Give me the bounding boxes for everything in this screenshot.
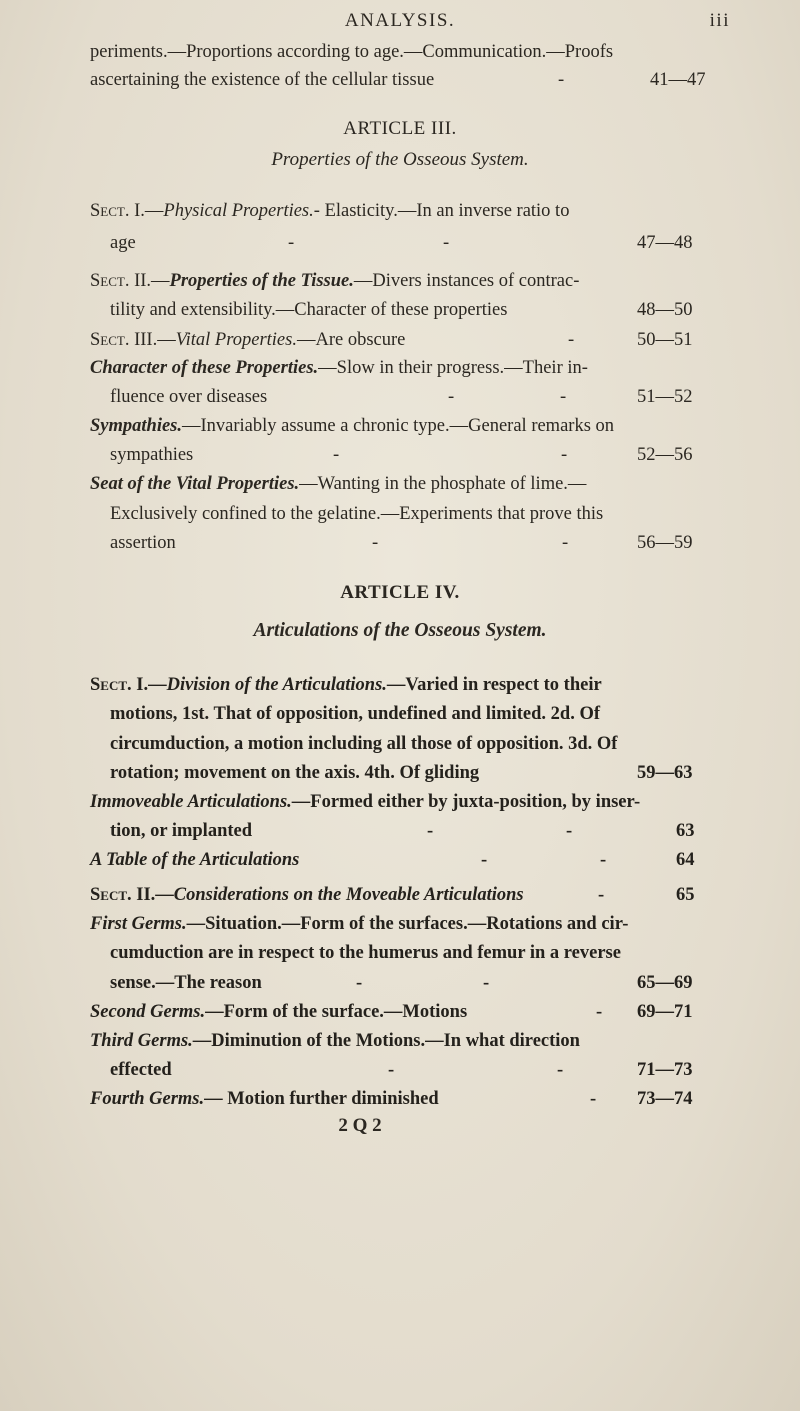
a3-seat-cont-2: assertion	[110, 533, 176, 553]
a4-first-cont-1: cumduction are in respect to the humerus and femur in a reverse	[110, 943, 621, 963]
a3-s1-pages: 47—48	[637, 233, 693, 253]
leader-dash: -	[443, 233, 450, 253]
a4-third-line: Third Germs.—Diminution of the Motions.—In what direction	[90, 1031, 580, 1051]
a4-first-line: First Germs.—Situation.—Form of the surfaces.—Rotations and cir-	[90, 914, 629, 934]
a4-table-line: A Table of the Articulations	[90, 850, 300, 870]
leader-dash: -	[288, 233, 295, 253]
a4-second-pages: 69—71	[637, 1002, 693, 1022]
intro-line-1: periments.—Proportions according to age.—Communication.—Proofs	[90, 42, 614, 62]
article-4-subheading: Articulations of the Osseous System.	[253, 620, 547, 641]
a4-immoveable-pages: 63	[676, 821, 695, 841]
a3-sympathies-pages: 52—56	[637, 445, 693, 465]
a4-s1-cont-3: rotation; movement on the axis. 4th. Of gliding	[110, 763, 480, 783]
a4-s1-cont-1: motions, 1st. That of opposition, undefined and limited. 2d. Of	[110, 704, 601, 724]
a3-character-cont: fluence over diseases	[110, 387, 268, 407]
article-3-subheading: Properties of the Osseous System.	[271, 149, 529, 170]
page-number: iii	[709, 10, 730, 31]
leader-dash: -	[558, 70, 565, 90]
a4-s1-pages: 59—63	[637, 763, 693, 783]
a4-immoveable-cont: tion, or implanted	[110, 821, 253, 841]
leader-dash: -	[427, 821, 434, 841]
leader-dash: -	[372, 533, 379, 553]
a3-s1-line: Sect. I.—Physical Properties.- Elasticity.—In an inverse ratio to	[90, 201, 570, 221]
article-3-heading: ARTICLE III.	[343, 118, 457, 139]
a4-first-pages: 65—69	[637, 973, 693, 993]
running-title: ANALYSIS.	[344, 10, 456, 31]
leader-dash: -	[560, 387, 567, 407]
leader-dash: -	[590, 1089, 597, 1109]
a4-first-cont-2: sense.—The reason	[110, 973, 262, 993]
a3-seat-pages: 56—59	[637, 533, 693, 553]
a3-s2-pages: 48—50	[637, 300, 693, 320]
a4-s1-line: Sect. I.—Division of the Articulations.—Varied in respect to their	[90, 675, 602, 695]
leader-dash: -	[600, 850, 607, 870]
leader-dash: -	[566, 821, 573, 841]
leader-dash: -	[568, 330, 575, 350]
a3-s2-line: Sect. II.—Properties of the Tissue.—Divers instances of contrac-	[90, 271, 580, 291]
a3-seat-line: Seat of the Vital Properties.—Wanting in the phosphate of lime.—	[90, 474, 587, 494]
a4-second-line: Second Germs.—Form of the surface.—Motions	[90, 1002, 468, 1022]
intro-line-2: ascertaining the existence of the cellular tissue	[90, 70, 435, 90]
a3-sympathies-line: Sympathies.—Invariably assume a chronic type.—General remarks on	[90, 416, 615, 436]
a4-third-cont: effected	[110, 1060, 172, 1080]
leader-dash: -	[557, 1060, 564, 1080]
leader-dash: -	[481, 850, 488, 870]
a3-s3-line: Sect. III.—Vital Properties.—Are obscure	[90, 330, 406, 350]
leader-dash: -	[483, 973, 490, 993]
a3-character-line: Character of these Properties.—Slow in their progress.—Their in-	[90, 358, 588, 378]
leader-dash: -	[388, 1060, 395, 1080]
a3-s3-pages: 50—51	[637, 330, 693, 350]
a4-s2-pages: 65	[676, 885, 695, 905]
article-4-heading: ARTICLE IV.	[340, 582, 460, 603]
a3-seat-cont-1: Exclusively confined to the gelatine.—Experiments that prove this	[110, 504, 604, 524]
a4-s2-line: Sect. II.—Considerations on the Moveable Articulations	[90, 885, 524, 905]
leader-dash: -	[333, 445, 340, 465]
a4-immoveable-line: Immoveable Articulations.—Formed either by juxta-position, by inser-	[90, 792, 641, 812]
a4-fourth-pages: 73—74	[637, 1089, 693, 1109]
leader-dash: -	[596, 1002, 603, 1022]
leader-dash: -	[598, 885, 605, 905]
leader-dash: -	[561, 445, 568, 465]
a3-s2-cont: tility and extensibility.—Character of these properties	[110, 300, 508, 320]
a3-s1-cont: age	[110, 233, 136, 253]
a3-sympathies-cont: sympathies	[110, 445, 194, 465]
a4-fourth-line: Fourth Germs.— Motion further diminished	[90, 1089, 439, 1109]
leader-dash: -	[448, 387, 455, 407]
leader-dash: -	[356, 973, 363, 993]
leader-dash: -	[562, 533, 569, 553]
intro-pages: 41—47	[650, 70, 706, 90]
a4-s1-cont-2: circumduction, a motion including all those of opposition. 3d. Of	[110, 734, 618, 754]
a4-third-pages: 71—73	[637, 1060, 693, 1080]
a4-table-pages: 64	[676, 850, 695, 870]
signature-mark: 2 Q 2	[338, 1115, 382, 1136]
a3-character-pages: 51—52	[637, 387, 693, 407]
